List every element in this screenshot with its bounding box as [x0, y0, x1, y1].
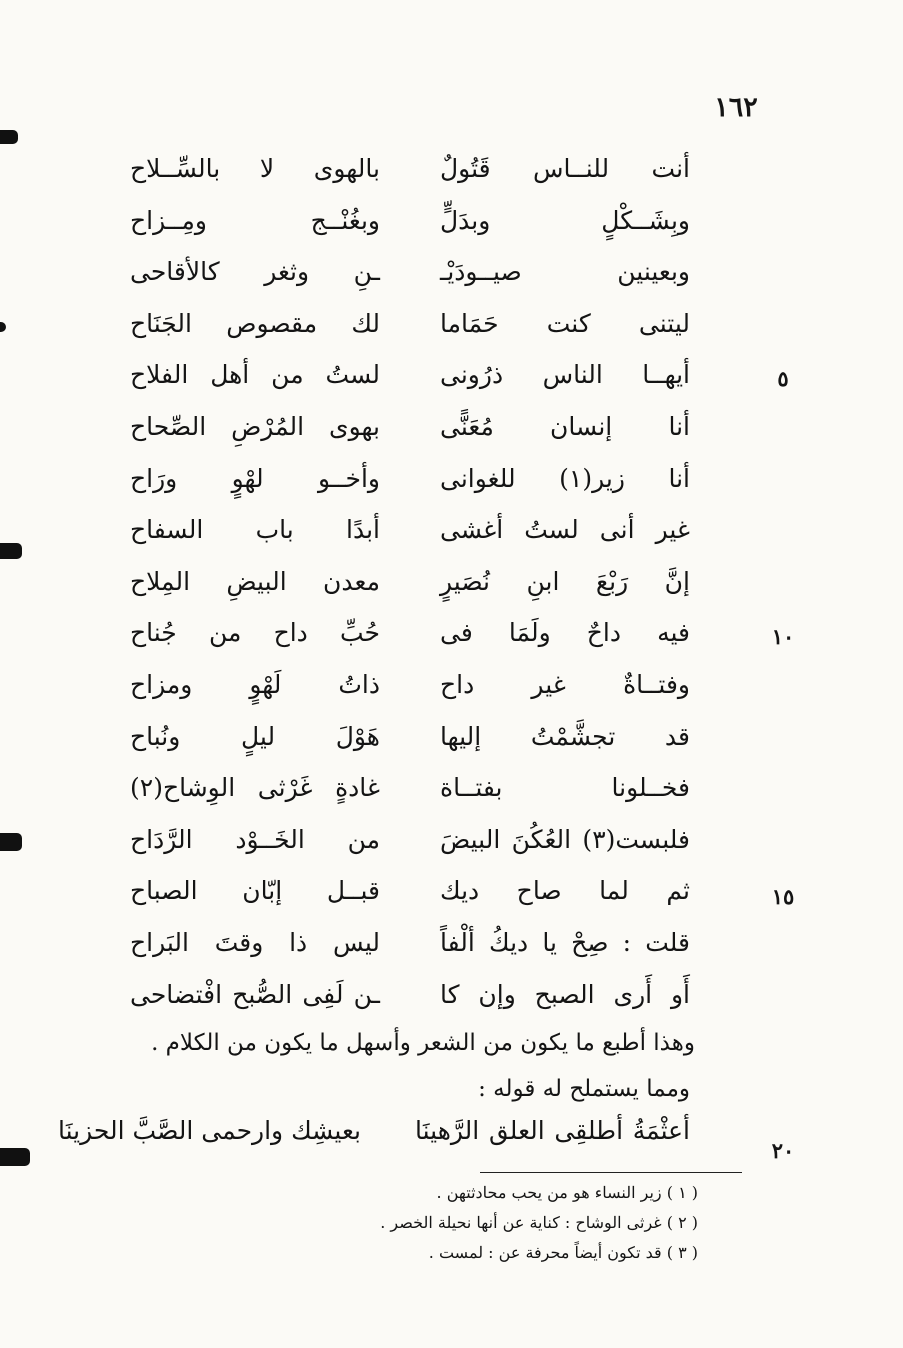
verse-line [130, 612, 690, 664]
verse-line [130, 561, 690, 613]
left-hemistich: وبغُنْــج ومِــزاح [130, 205, 380, 235]
right-hemistich: فخــلونا بفتــاة [440, 773, 690, 803]
right-hemistich: ليتنى كنت حَمَاما [440, 308, 690, 338]
left-hemistich: حُبِّ داح من جُناح [130, 618, 380, 648]
verse-line [130, 922, 690, 974]
verse-line [130, 303, 690, 355]
left-hemistich: ليس ذا وقتَ البَراح [130, 928, 380, 957]
prose-line: وهذا أطبع ما يكون من الشعر وأسهل ما يكون من الكلام . [151, 1030, 695, 1056]
scan-edge-mark [0, 130, 18, 144]
verse-line [130, 716, 690, 768]
right-hemistich: وبِشَــكْلٍ وبدَلٍّ [440, 205, 690, 235]
right-hemistich: قد تجشَّمْتُ إليها [440, 721, 690, 751]
line-number-20: ٢٠ [771, 1138, 795, 1163]
right-hemistich: أنا إنسان مُعَنًّى [440, 412, 690, 441]
verse-line [130, 406, 690, 458]
footnote-rule [480, 1172, 742, 1173]
right-hemistich: أنت للنــاس قَتُولٌ [440, 154, 690, 183]
right-hemistich: أنا زير(١) للغوانى [440, 463, 691, 493]
verse-line [130, 200, 690, 252]
line-number-15: ١٥ [771, 884, 795, 909]
right-hemistich: غير أنى لستُ أغشى [440, 515, 690, 545]
left-hemistich: بالهوى لا بالسِّــلاح [130, 154, 380, 183]
right-hemistich: أَو أَرى الصبح وإن كا [440, 979, 690, 1009]
left-hemistich: لك مقصوص الجَنَاح [130, 308, 380, 338]
left-hemistich: معدن البيضِ المِلاح [130, 566, 380, 596]
scan-edge-mark [0, 322, 6, 332]
verse-line [130, 664, 690, 716]
right-hemistich: ثم لما صاح ديك [440, 876, 690, 906]
scan-edge-mark [0, 1148, 30, 1166]
verse-line [130, 354, 690, 406]
footnote: ( ٢ ) غرثى الوشاح : كناية عن أنها نحيلة الخصر . [380, 1213, 698, 1232]
right-hemistich: فلبست(٣) العُكُنَ البيضَ [440, 824, 690, 854]
left-hemistich: قبــل إبّان الصباح [130, 876, 380, 906]
verse-line [130, 148, 690, 200]
right-hemistich: فيه داحٌ ولَمَا فى [440, 618, 690, 648]
left-hemistich: ذاتُ لَهْوٍ ومزاح [130, 670, 380, 699]
left-hemistich: ـن لَفِى الصُّبح افْتضاحى [130, 979, 380, 1009]
line-number-5: ٥ [777, 366, 789, 391]
right-hemistich: وبعينين صيــودَيْـ [440, 257, 690, 287]
footnote: ( ١ ) زير النساء هو من يحب محادثتهن . [436, 1183, 698, 1202]
right-hemistich: قلت : صِحْ يا ديكُ ألْفاً [440, 928, 690, 957]
right-hemistich: وفتــاةٌ غير داح [440, 670, 690, 699]
left-hemistich: من الخَــوْد الرَّدَاح [130, 824, 380, 854]
line-number-10: ١٠ [771, 624, 795, 649]
verse-line [130, 509, 690, 561]
left-hemistich: ـنِ وثغر كالأقاحى [130, 257, 380, 287]
left-hemistich: بهوى المُرْضِ الصِّحاح [130, 412, 380, 441]
verse-line [130, 974, 690, 1026]
prose-line: ومما يستملح له قوله : [478, 1076, 690, 1102]
right-hemistich: إنَّ رَبْعَ ابنِ نُصَيرٍ [440, 566, 690, 596]
left-hemistich: وأخــو لهْوٍ ورَاح [130, 463, 380, 493]
verse-line [130, 251, 690, 303]
page-number: ١٦٢ [714, 92, 758, 123]
last-verse-left-hemistich: بعيشِك وارحمى الصَّبَّ الحزينَا [57, 1116, 361, 1145]
last-verse [57, 1110, 690, 1160]
last-verse-right-hemistich: أعثْمَةُ أطلقِى العلق الرَّهينَا [415, 1116, 690, 1145]
scan-edge-mark [0, 833, 22, 851]
scan-edge-mark [0, 543, 22, 559]
verse-line [130, 458, 690, 510]
verse-line [130, 819, 690, 871]
right-hemistich: أيهــا الناس ذرُونى [440, 360, 690, 390]
footnote: ( ٣ ) قد تكون أيضاً محرفة عن : لمست . [428, 1243, 698, 1262]
left-hemistich: أبدًا باب السفاح [130, 515, 380, 545]
left-hemistich: هَوْلَ ليلٍ ونُباح [130, 721, 380, 751]
verse-line [130, 767, 690, 819]
verse-line [130, 870, 690, 922]
left-hemistich: لستُ من أهل الفلاح [130, 360, 380, 390]
left-hemistich: غادةٍ غَرْثى الوِشاح(٢) [130, 773, 380, 803]
